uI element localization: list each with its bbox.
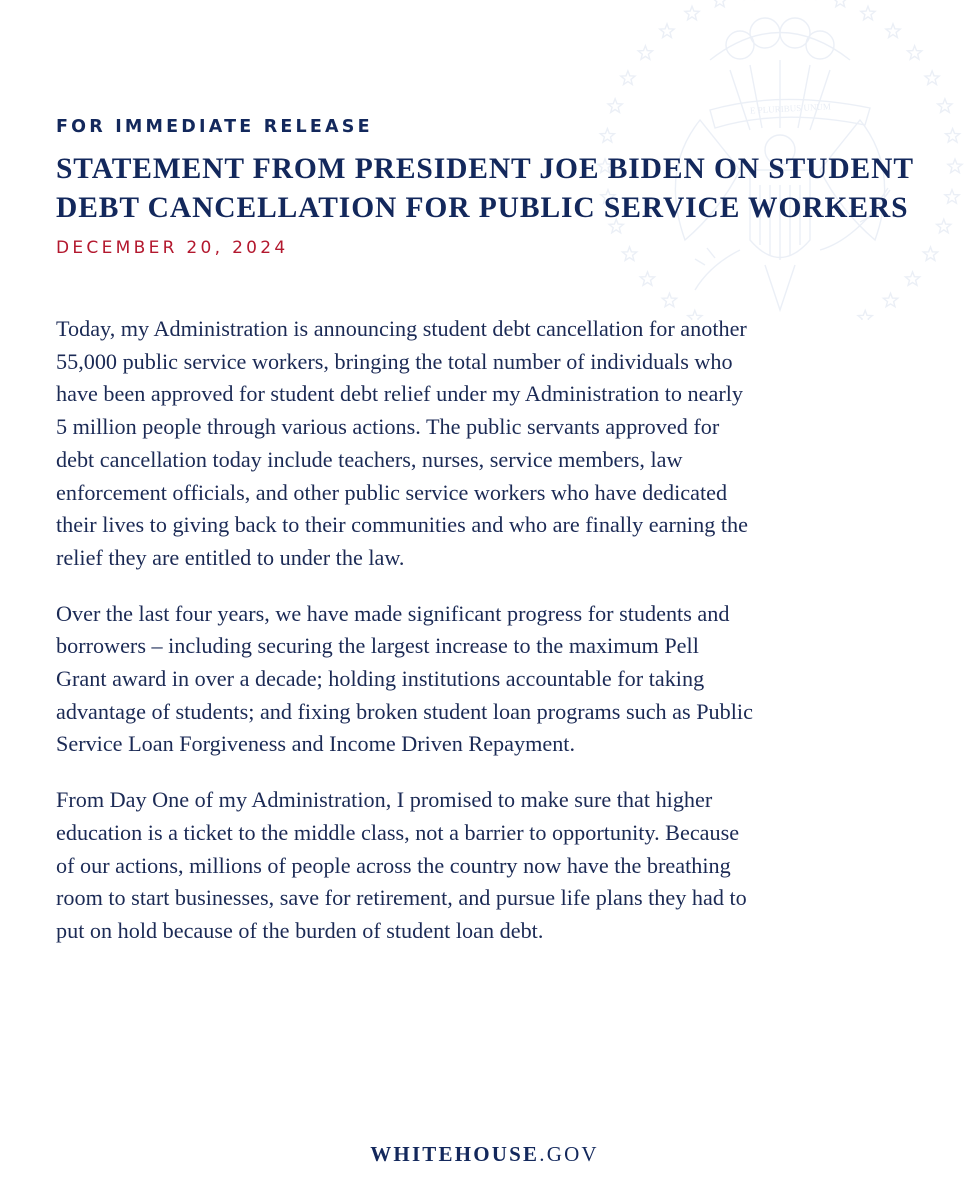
text-line: education is a ticket to the middle class, not a barrier to opportunity. Because (56, 819, 740, 845)
text-line: borrowers – including securing the largest increase to the maximum Pell (56, 633, 699, 659)
site-suffix: .GOV (539, 1142, 599, 1166)
seal-star-icon (638, 46, 652, 60)
text-line: relief they are entitled to under the law. (56, 544, 405, 570)
site-name: WHITEHOUSE (370, 1142, 540, 1166)
seal-star-icon (938, 99, 952, 113)
text-line: 5 million people through various actions. The public servants approved for (56, 414, 720, 440)
text-line: Over the last four years, we have made significant progress for students and (56, 600, 730, 626)
seal-star-icon (945, 190, 959, 204)
text-line: enforcement officials, and other public service workers who have dedicated (56, 479, 728, 505)
site-footer (0, 1142, 969, 1167)
text-line: debt cancellation today include teachers, nurses, service members, law (56, 446, 683, 472)
page-title (56, 150, 936, 228)
seal-star-icon (905, 272, 919, 286)
seal-star-icon (660, 24, 674, 38)
seal-star-icon (937, 219, 951, 233)
title-line: STATEMENT FROM PRESIDENT JOE BIDEN ON STUDENT (56, 153, 914, 185)
seal-star-icon (946, 129, 960, 143)
seal-star-icon (622, 247, 636, 261)
seal-star-icon (948, 159, 962, 173)
seal-star-icon (608, 99, 622, 113)
seal-star-icon (621, 71, 635, 85)
title-line: DEBT CANCELLATION FOR PUBLIC SERVICE WORKERS (56, 192, 909, 224)
seal-star-icon (685, 6, 699, 20)
seal-star-icon (923, 247, 937, 261)
text-line: Grant award in over a decade; holding institutions accountable for taking (56, 666, 705, 692)
text-line: Today, my Administration is announcing student debt cancellation for another (56, 316, 747, 341)
release-date: DECEMBER 20, 2024 (56, 238, 289, 258)
seal-motto: E PLURIBUS UNUM (749, 101, 832, 116)
seal-star-icon (640, 272, 654, 286)
text-line: room to start businesses, save for retirement, and pursue life plans they had to (56, 885, 747, 911)
paragraph (56, 598, 926, 762)
seal-star-icon (861, 6, 875, 20)
seal-star-icon (662, 293, 676, 307)
text-line: advantage of students; and fixing broken student loan programs such as Public (56, 698, 753, 724)
paragraph (56, 784, 926, 948)
paragraph (56, 313, 926, 575)
text-line: their lives to giving back to their communities and who are finally earning the (56, 512, 748, 538)
text-line: 55,000 public service workers, bringing the total number of individuals who (56, 348, 733, 374)
seal-star-icon (600, 129, 614, 143)
text-line: have been approved for student debt relief under my Administration to nearly (56, 381, 743, 407)
seal-star-icon (833, 0, 847, 7)
seal-star-icon (925, 71, 939, 85)
seal-star-icon (713, 0, 727, 7)
text-line: From Day One of my Administration, I promised to make sure that higher (56, 787, 713, 813)
statement-body (56, 313, 926, 971)
seal-star-icon (908, 46, 922, 60)
text-line: of our actions, millions of people across the country now have the breathing (56, 852, 731, 878)
release-kicker: FOR IMMEDIATE RELEASE (56, 117, 373, 137)
seal-star-icon (883, 293, 897, 307)
text-line: Service Loan Forgiveness and Income Driven Repayment. (56, 731, 576, 757)
text-line: put on hold because of the burden of student loan debt. (56, 917, 544, 943)
seal-star-icon (886, 24, 900, 38)
